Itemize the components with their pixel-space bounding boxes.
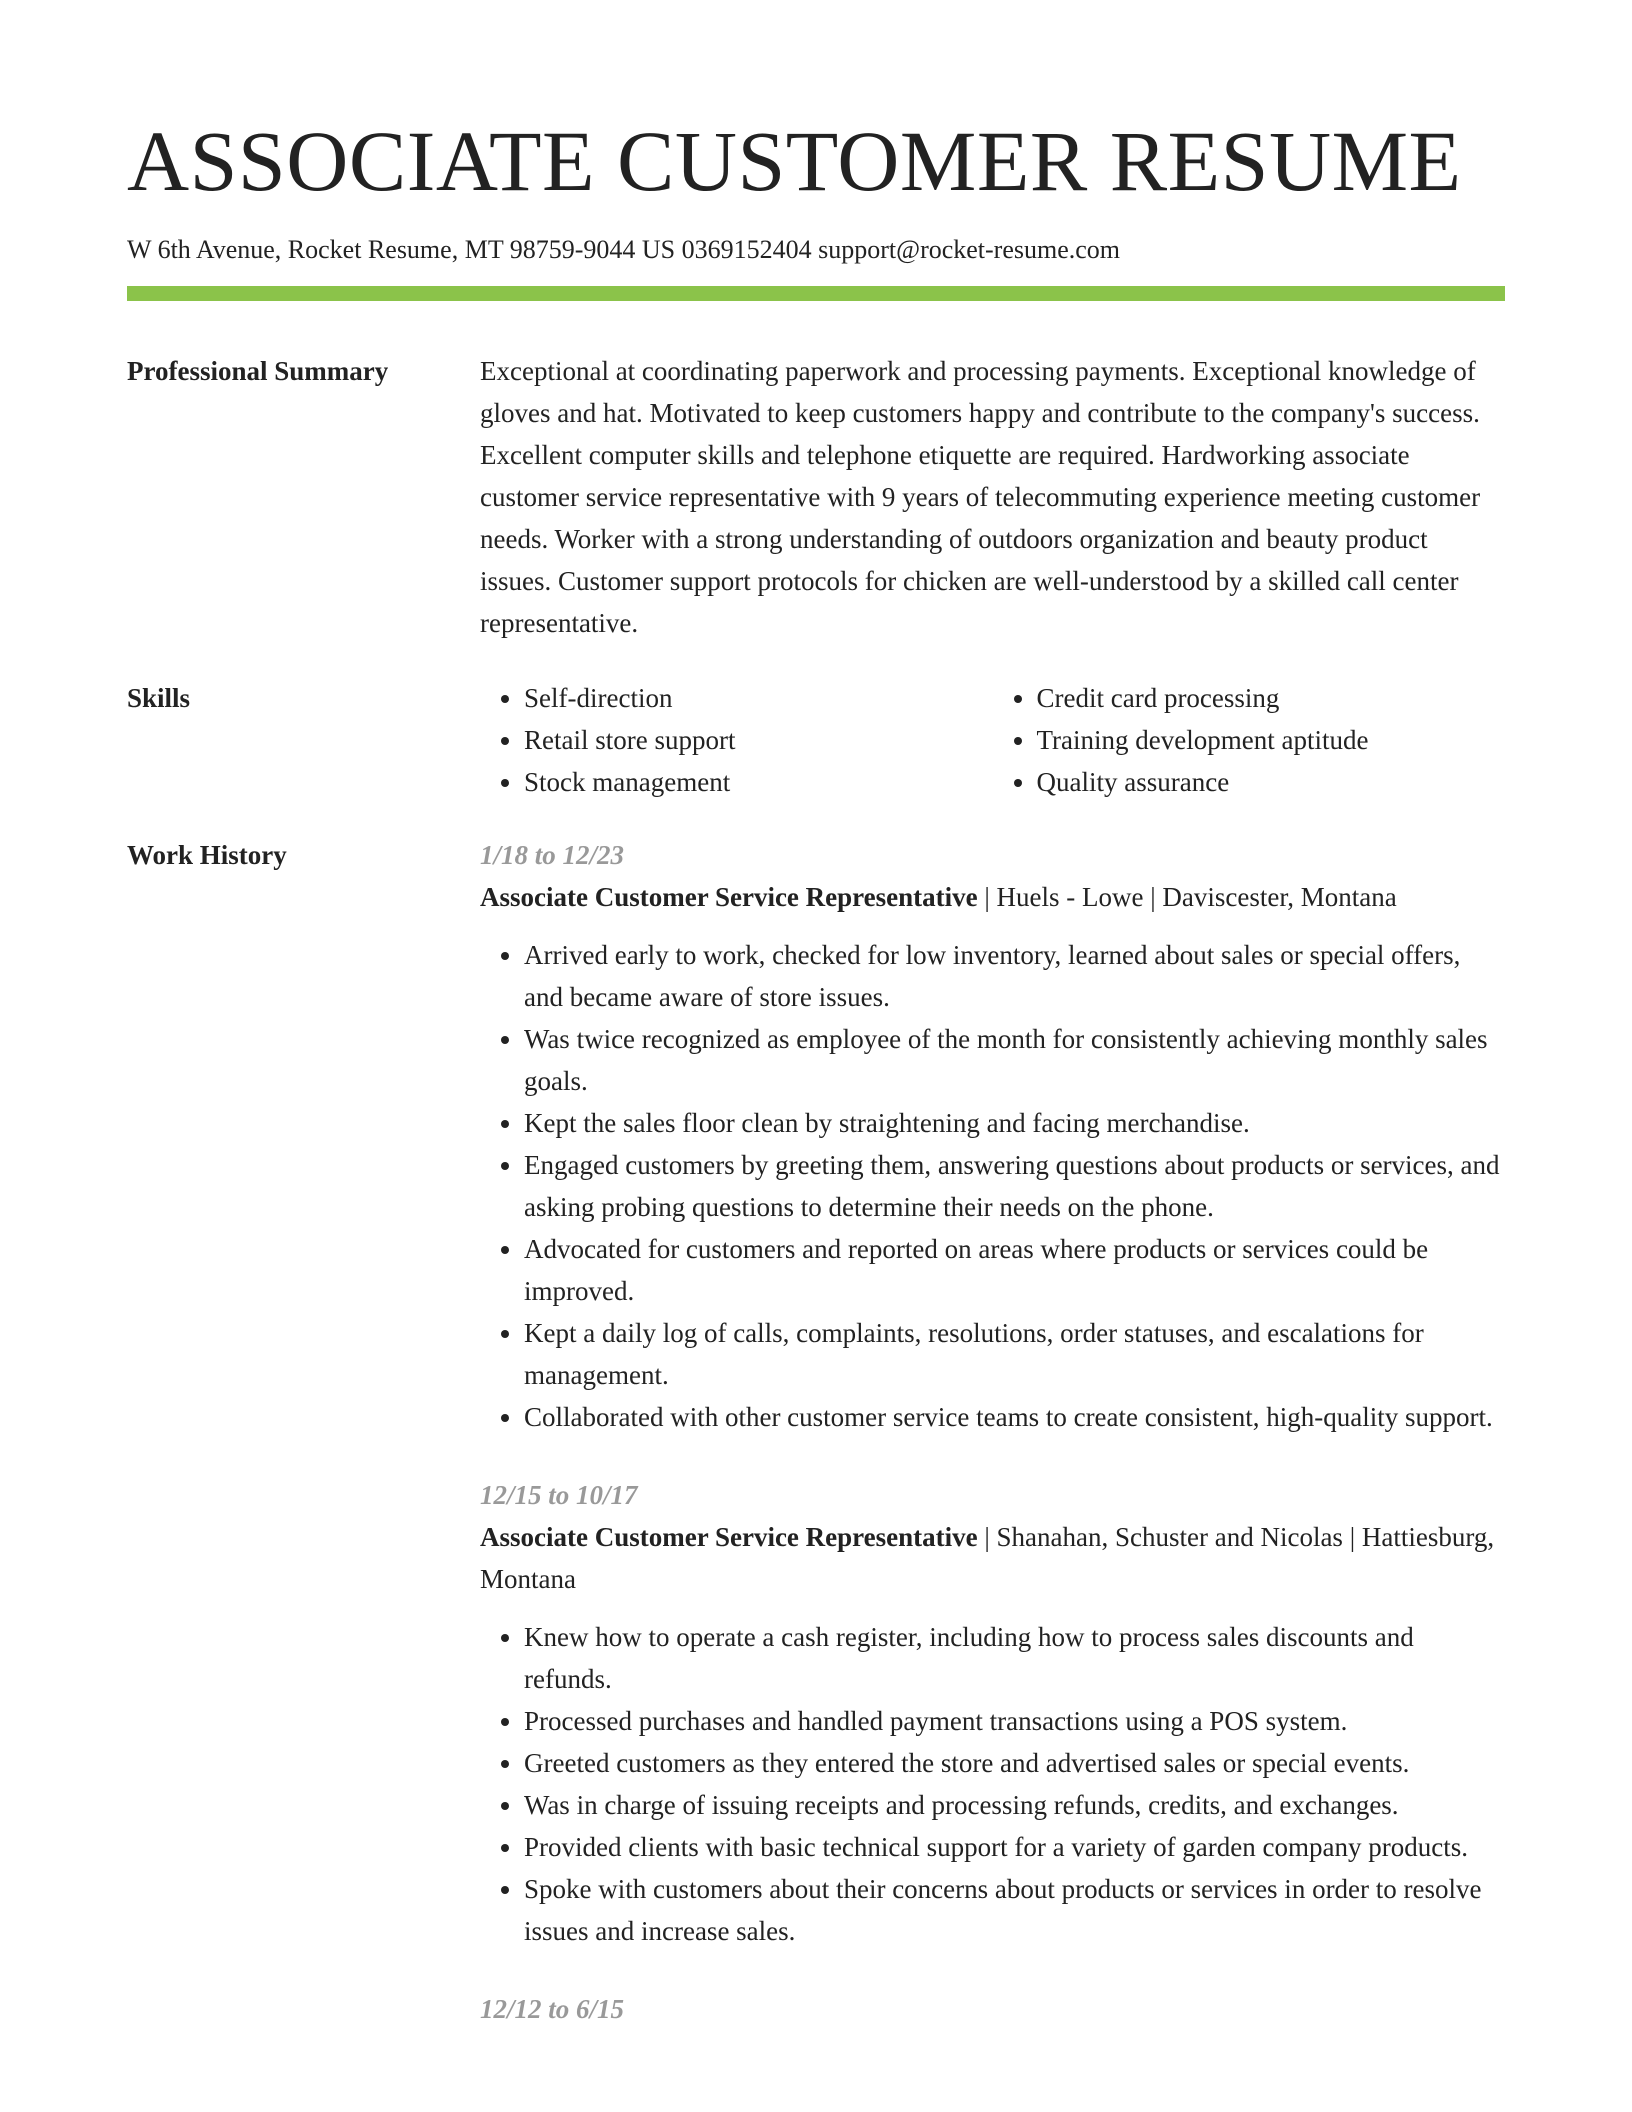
- work-history-label: Work History: [127, 840, 287, 870]
- contact-line: W 6th Avenue, Rocket Resume, MT 98759-9044 US 0369152404 support@rocket-resume.com: [127, 235, 1121, 264]
- skill-item: • Quality assurance: [1037, 761, 1506, 803]
- summary-label: Professional Summary: [127, 356, 389, 386]
- skills-body: [480, 677, 1505, 803]
- skills-label: Skills: [127, 683, 191, 713]
- job-bullet: • Kept the sales floor clean by straightening and facing merchandise.: [524, 1102, 1505, 1144]
- job-dates: 12/15 to 10/17: [480, 1480, 638, 1510]
- job-bullet: • Greeted customers as they entered the store and advertised sales or special events.: [524, 1742, 1505, 1784]
- job-bullet: • Collaborated with other customer service teams to create consistent, high-quality support.: [524, 1396, 1505, 1438]
- job-bullet: • Was twice recognized as employee of the month for consistently achieving monthly sales goals.: [524, 1018, 1505, 1102]
- job-title: Associate Customer Service Representative: [480, 1522, 978, 1552]
- summary-text: Exceptional at coordinating paperwork and processing payments. Exceptional knowledge of gloves and hat. Motivated to keep customers happy and contribute to the company's success. Excellent computer skills and telephone etiquette are required. Hardworking associate customer service representative with 9 years of telecommuting experience meeting customer needs. Worker with a strong understanding of outdoors organization and beauty product issues. Customer support protocols for chicken are well-understood by a skilled call center representative.: [480, 356, 1481, 638]
- job-bullet: • Engaged customers by greeting them, answering questions about products or services, and asking probing questions to determine their needs on the phone.: [524, 1144, 1505, 1228]
- skill-item: • Training development aptitude: [1037, 719, 1506, 761]
- job-details: | Huels - Lowe | Daviscester, Montana: [977, 882, 1397, 912]
- job-bullet: • Arrived early to work, checked for low inventory, learned about sales or special offers, and became aware of store issues.: [524, 934, 1505, 1018]
- job-heading: [480, 1516, 1505, 1600]
- job-bullet: • Spoke with customers about their concerns about products or services in order to resolve issues and increase sales.: [524, 1868, 1505, 1952]
- summary-body: [480, 350, 1505, 644]
- job-dates: 12/12 to 6/15: [480, 1994, 625, 2024]
- job-dates: 1/18 to 12/23: [480, 840, 625, 870]
- skills-list-right: [993, 677, 1506, 803]
- job-bullet: • Provided clients with basic technical support for a variety of garden company products.: [524, 1826, 1505, 1868]
- job-entry: [480, 1988, 1505, 2030]
- skill-item: • Stock management: [524, 761, 993, 803]
- skill-item: • Retail store support: [524, 719, 993, 761]
- header-divider: [127, 286, 1505, 301]
- job-bullets: [480, 934, 1505, 1438]
- skill-item: • Self-direction: [524, 677, 993, 719]
- job-bullets: [480, 1616, 1505, 1952]
- job-bullet: • Kept a daily log of calls, complaints, resolutions, order statuses, and escalations for management.: [524, 1312, 1505, 1396]
- job-bullet: • Knew how to operate a cash register, including how to process sales discounts and refunds.: [524, 1616, 1505, 1700]
- skills-list-left: [480, 677, 993, 803]
- job-details: | Shanahan, Schuster and Nicolas | Hattiesburg, Montana: [480, 1522, 1495, 1594]
- job-heading: [480, 876, 1505, 918]
- job-entry: [480, 834, 1505, 1438]
- job-bullet: • Processed purchases and handled payment transactions using a POS system.: [524, 1700, 1505, 1742]
- resume-title: ASSOCIATE CUSTOMER RESUME: [127, 113, 1462, 209]
- job-bullet: • Advocated for customers and reported on areas where products or services could be improved.: [524, 1228, 1505, 1312]
- job-entry: [480, 1474, 1505, 1952]
- work-history-body: [480, 834, 1505, 2066]
- skill-item: • Credit card processing: [1037, 677, 1506, 719]
- job-title: Associate Customer Service Representative: [480, 882, 978, 912]
- job-bullet: • Was in charge of issuing receipts and processing refunds, credits, and exchanges.: [524, 1784, 1505, 1826]
